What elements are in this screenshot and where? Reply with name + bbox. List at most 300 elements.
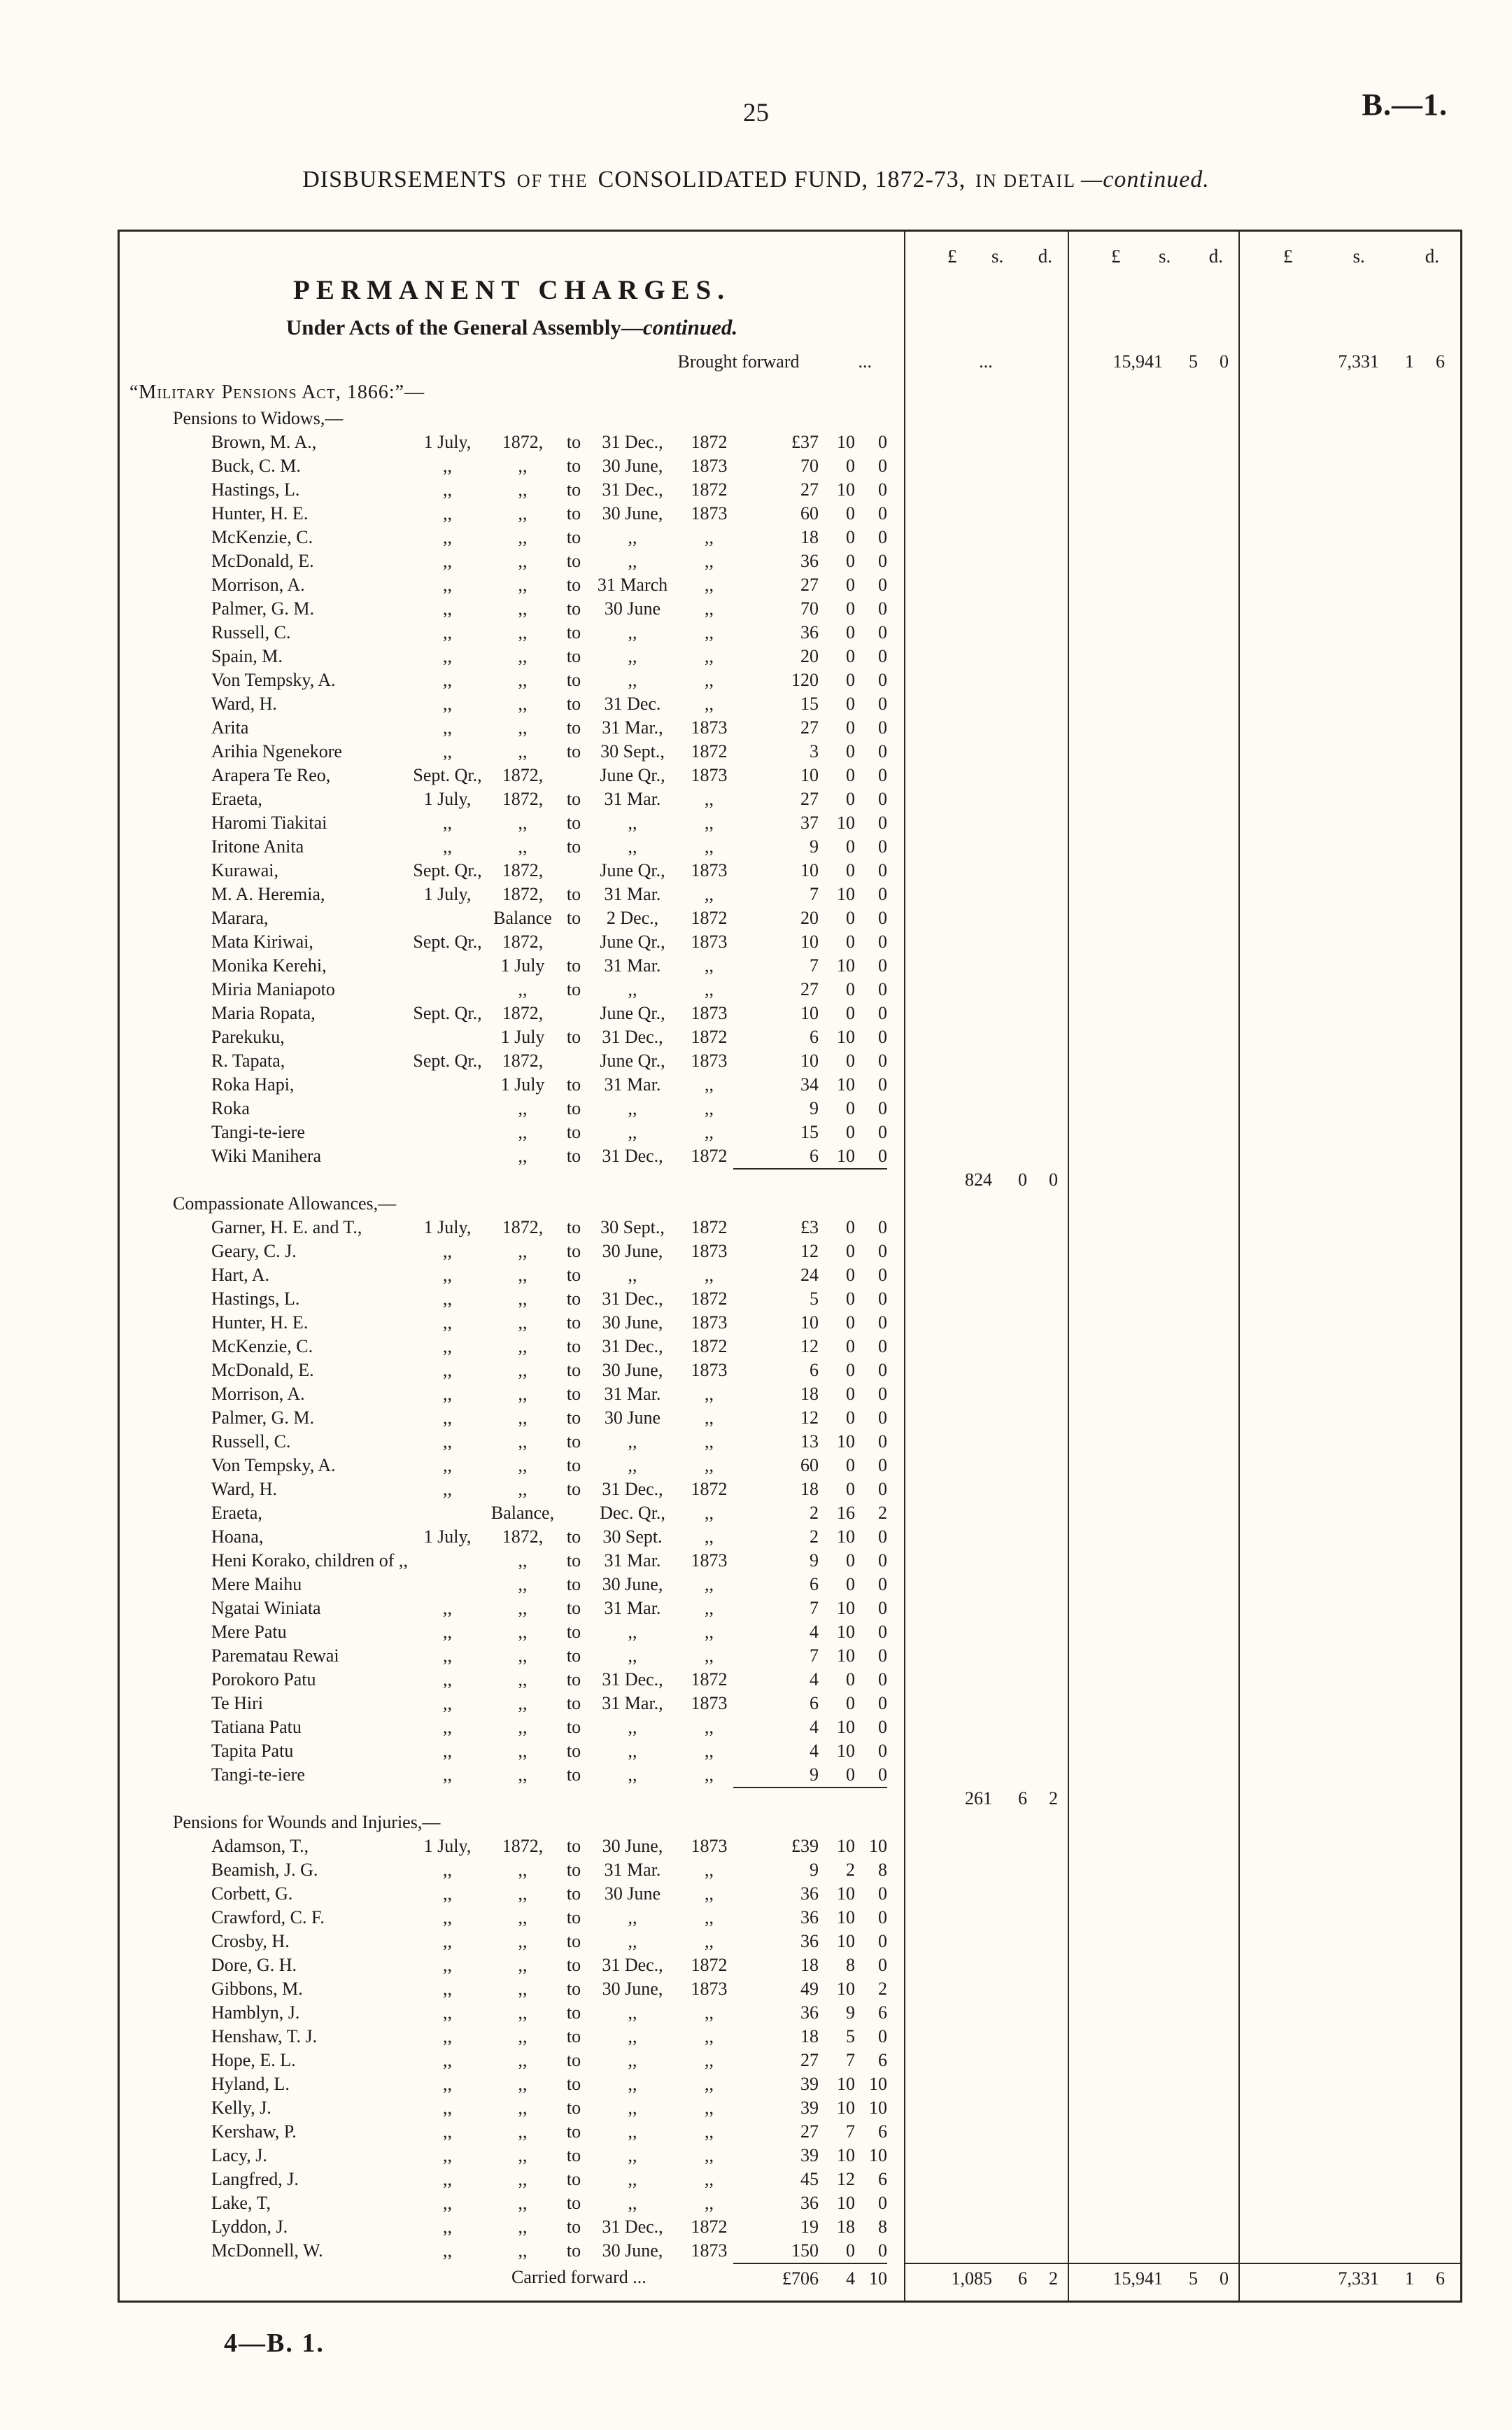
amount-shillings: 0 xyxy=(846,2240,855,2261)
period-part: ,, xyxy=(518,1407,528,1428)
pensioner-name: Tapita Patu xyxy=(211,1741,294,1761)
amount-shillings: 10 xyxy=(837,884,855,904)
amount-shillings: 10 xyxy=(837,1907,855,1927)
amount-pence: 2 xyxy=(1049,2268,1058,2289)
ledger-row xyxy=(120,1573,1460,1596)
amount-pence: 2 xyxy=(878,1979,887,1999)
pensioner-name: Langfred, J. xyxy=(211,2169,299,2189)
amount-group xyxy=(751,1454,887,1477)
amount-pounds: 39 xyxy=(800,2145,819,2165)
period-part: June Qr., xyxy=(600,1003,665,1023)
amount-pence: 0 xyxy=(878,598,887,619)
ledger-row xyxy=(120,1977,1460,2001)
ledger-row-main xyxy=(120,1049,904,1073)
period-part: 1872 xyxy=(691,908,728,928)
period-part: ,, xyxy=(518,1574,528,1594)
amount-pounds: 6 xyxy=(810,1146,819,1166)
ledger-row-main xyxy=(120,1549,904,1573)
period-part: to xyxy=(566,979,581,999)
period-part: to xyxy=(566,479,581,500)
period-part: ,, xyxy=(705,694,714,714)
ledger-row-main xyxy=(120,597,904,621)
money-column-1-header xyxy=(904,241,1068,271)
period-part: to xyxy=(566,1693,581,1713)
period-part: ,, xyxy=(443,813,452,833)
ledger-row xyxy=(120,2049,1460,2072)
ledger-row xyxy=(120,906,1460,930)
ledger-row-main xyxy=(120,549,904,573)
ledger-row-main xyxy=(120,502,904,526)
amount-pence: 0 xyxy=(878,694,887,714)
amount-pounds: 4 xyxy=(810,1717,819,1737)
period-part: ,, xyxy=(705,2050,714,2070)
period-part: 1 July, xyxy=(423,789,472,809)
pensioner-name: Eraeta, xyxy=(211,1503,262,1523)
amount-pounds: 7,331 xyxy=(1338,351,1379,372)
ledger-row-main xyxy=(120,859,904,883)
period-part: 1872 xyxy=(691,1288,728,1309)
pensioner-name: Ward, H. xyxy=(211,1479,277,1499)
period-part: ,, xyxy=(443,1479,452,1499)
amount-pence: 0 xyxy=(878,1312,887,1333)
pensioner-name: Kelly, J. xyxy=(211,2098,271,2118)
amount-pounds: 1,085 xyxy=(951,2268,992,2289)
period-part: ,, xyxy=(443,1693,452,1713)
period-part: 1873 xyxy=(691,1051,728,1071)
period-part: ,, xyxy=(628,2121,637,2142)
ledger-row-main xyxy=(120,2049,904,2072)
period-part: 1872 xyxy=(691,1336,728,1356)
ledger-row xyxy=(120,597,1460,621)
period-part: 30 June xyxy=(604,1407,661,1428)
amount-pence: 0 xyxy=(878,1265,887,1285)
pensioner-name: Tangi-te-iere xyxy=(211,1122,305,1142)
ledger-row-main xyxy=(120,2215,904,2239)
amount-pounds: 4 xyxy=(810,1669,819,1690)
period-part: to xyxy=(566,2240,581,2261)
period-part: 1873 xyxy=(691,717,728,738)
amount-shillings: 0 xyxy=(846,1764,855,1785)
period-part: ,, xyxy=(705,1526,714,1547)
period-part xyxy=(407,1097,488,1121)
amount-shillings: 0 xyxy=(846,1693,855,1713)
amount-shillings: 10 xyxy=(837,955,855,976)
period-part: 1872, xyxy=(502,1836,544,1856)
period-part: ,, xyxy=(518,1645,528,1666)
amount-group xyxy=(751,1073,887,1097)
document-reference: B.—1. xyxy=(1362,87,1448,122)
ledger-row xyxy=(120,1596,1460,1620)
period-part: ,, xyxy=(518,2169,528,2189)
period-part: ,, xyxy=(518,2026,528,2046)
section-label: Pensions to Widows,— xyxy=(173,408,344,428)
period-part: ,, xyxy=(705,1907,714,1927)
period-part: 31 Dec., xyxy=(602,2217,663,2237)
amount-pounds: 49 xyxy=(800,1979,819,1999)
period-part: 1873 xyxy=(691,2240,728,2261)
period-part: ,, xyxy=(443,2217,452,2237)
ledger-row xyxy=(120,1739,1460,1763)
amount-shillings: 10 xyxy=(837,1146,855,1166)
amount-shillings: 0 xyxy=(846,622,855,642)
pensioner-name: Hope, E. L. xyxy=(211,2050,296,2070)
period-part: to xyxy=(566,717,581,738)
period-part: 30 June, xyxy=(602,1241,663,1261)
ledger-row xyxy=(120,2239,1460,2263)
ledger-row-main xyxy=(120,1977,904,2001)
period-part: ,, xyxy=(518,717,528,738)
period-part: to xyxy=(566,1836,581,1856)
pensioner-name: Hunter, H. E. xyxy=(211,503,309,524)
amount-pounds: 18 xyxy=(800,1384,819,1404)
ledger-row-main xyxy=(120,2191,904,2215)
ledger-row xyxy=(120,1216,1460,1239)
period-part: ,, xyxy=(518,1241,528,1261)
period-part: to xyxy=(566,2050,581,2070)
period-part: ,, xyxy=(705,1883,714,1904)
ledger-row xyxy=(120,2215,1460,2239)
amount-shillings: 10 xyxy=(837,479,855,500)
amount-shillings: 0 xyxy=(846,908,855,928)
period-part: ,, xyxy=(705,1503,714,1523)
amount-shillings: 0 xyxy=(846,979,855,999)
period-part: ,, xyxy=(518,2193,528,2213)
amount-pounds: 7 xyxy=(810,1598,819,1618)
period-part: ,, xyxy=(705,1574,714,1594)
pensioner-name: Arita xyxy=(211,717,249,738)
period-part: to xyxy=(566,2193,581,2213)
ledger-row-main xyxy=(120,1025,904,1049)
section-header-main xyxy=(120,407,957,430)
amount-pence: 0 xyxy=(878,1955,887,1975)
period-part: ,, xyxy=(628,527,637,547)
pensioner-name: McDonnell, W. xyxy=(211,2240,323,2261)
brought-forward-col2 xyxy=(1068,345,1238,379)
ledger-row-main xyxy=(120,1430,904,1454)
amount-pounds: 10 xyxy=(800,860,819,880)
amount-pence: 2 xyxy=(878,1503,887,1523)
amount-shillings: 10 xyxy=(837,1645,855,1666)
ledger-row xyxy=(120,2096,1460,2120)
amount-pounds: 34 xyxy=(800,1074,819,1095)
amount-group xyxy=(751,811,887,835)
period-part: ,, xyxy=(443,741,452,761)
period-part: ,, xyxy=(705,1122,714,1142)
period-part: 1872, xyxy=(502,765,544,785)
ledger-row-main xyxy=(120,811,904,835)
amount-pence: 0 xyxy=(878,527,887,547)
amount-pounds: 27 xyxy=(800,2121,819,2142)
amount-shillings: 7 xyxy=(846,2050,855,2070)
amount-group xyxy=(751,1216,887,1239)
period-part xyxy=(407,1501,488,1525)
period-part: to xyxy=(566,1741,581,1761)
period-part: ,, xyxy=(518,2240,528,2261)
period-part: ,, xyxy=(628,836,637,857)
period-part: ,, xyxy=(705,1431,714,1452)
subtotal-row xyxy=(120,1168,1460,1192)
pensioner-name: Gibbons, M. xyxy=(211,1979,303,1999)
period-part: ,, xyxy=(443,2145,452,2165)
amount-group xyxy=(751,1906,887,1930)
amount-group xyxy=(751,2120,887,2144)
amount-pounds: 27 xyxy=(800,717,819,738)
ledger-row xyxy=(120,1239,1460,1263)
amount-group xyxy=(751,1930,887,1953)
period-part: 31 Dec., xyxy=(602,432,663,452)
ledger-row-main xyxy=(120,1382,904,1406)
period-part: 1872 xyxy=(691,1479,728,1499)
ledger-row-main xyxy=(120,1501,904,1525)
ledger-row xyxy=(120,883,1460,906)
ledger-row-main xyxy=(120,787,904,811)
pensioner-name: Hyland, L. xyxy=(211,2074,290,2094)
period-part: ,, xyxy=(518,741,528,761)
period-part: ,, xyxy=(443,2240,452,2261)
pensioner-name: Marara, xyxy=(211,908,269,928)
amount-pounds: 15 xyxy=(800,1122,819,1142)
amount-pence: 0 xyxy=(878,1074,887,1095)
period-part: ,, xyxy=(443,456,452,476)
period-part: 1873 xyxy=(691,456,728,476)
period-part: June Qr., xyxy=(600,860,665,880)
ledger-row-main xyxy=(120,978,904,1002)
amount-group xyxy=(751,1335,887,1358)
period-part: to xyxy=(566,575,581,595)
amount-pence: 0 xyxy=(878,979,887,999)
period-part: 31 Mar. xyxy=(604,1598,661,1618)
money-header-main xyxy=(120,241,904,271)
pensioner-name: Palmer, G. M. xyxy=(211,598,314,619)
amount-shillings: 10 xyxy=(837,1741,855,1761)
pensioner-name: Lyddon, J. xyxy=(211,2217,288,2237)
amount-group xyxy=(751,2239,887,2263)
section-header-row xyxy=(120,1811,1460,1834)
period-part: ,, xyxy=(628,1265,637,1285)
amount-shillings: 18 xyxy=(837,2217,855,2237)
period-part: ,, xyxy=(628,1645,637,1666)
amount-pounds: 7 xyxy=(810,1645,819,1666)
amount-group xyxy=(751,1668,887,1692)
amount-shillings: 1 xyxy=(1405,2268,1414,2289)
period-part: ,, xyxy=(518,694,528,714)
pensioner-name: McKenzie, C. xyxy=(211,527,313,547)
amount-pence: 8 xyxy=(878,2217,887,2237)
period-part: 1873 xyxy=(691,1360,728,1380)
ledger-row xyxy=(120,549,1460,573)
amount-pence: 10 xyxy=(869,1836,887,1856)
period-part: ,, xyxy=(443,1883,452,1904)
period-part: 1872, xyxy=(502,884,544,904)
amount-group xyxy=(751,478,887,502)
amount-shillings: 0 xyxy=(846,932,855,952)
period-part: ,, xyxy=(518,1907,528,1927)
amount-group xyxy=(751,883,887,906)
amount-shillings: 0 xyxy=(846,1455,855,1475)
ledger-row xyxy=(120,716,1460,740)
amount-pounds: 15 xyxy=(800,694,819,714)
ledger-row-main xyxy=(120,2001,904,2025)
period-part: ,, xyxy=(443,670,452,690)
amount-pounds: 18 xyxy=(800,1479,819,1499)
period-part: to xyxy=(566,1360,581,1380)
amount-pence: 0 xyxy=(878,1741,887,1761)
leader-dots: ... xyxy=(979,351,993,372)
period-part: Balance, xyxy=(490,1503,555,1523)
period-part: 30 June, xyxy=(602,456,663,476)
pensioner-name: Beamish, J. G. xyxy=(211,1860,318,1880)
pensioner-name: Monika Kerehi, xyxy=(211,955,327,976)
period-part: ,, xyxy=(518,1979,528,1999)
amount-pounds: 12 xyxy=(800,1336,819,1356)
amount-pence: 0 xyxy=(878,1027,887,1047)
amount-pence: 0 xyxy=(878,1407,887,1428)
period-part: ,, xyxy=(705,1860,714,1880)
period-part: to xyxy=(566,1931,581,1951)
amount-group xyxy=(751,1025,887,1049)
amount-pounds: 2 xyxy=(810,1503,819,1523)
page-title: PERMANENT CHARGES. xyxy=(293,275,730,305)
period-part: to xyxy=(566,1669,581,1690)
period-part: ,, xyxy=(628,1764,637,1785)
amount-pounds: 4 xyxy=(810,1741,819,1761)
pensioner-name: Russell, C. xyxy=(211,622,291,642)
amount-group xyxy=(751,430,887,454)
amount-pence: 0 xyxy=(878,1669,887,1690)
amount-group xyxy=(751,1144,887,1168)
period-part: 1872 xyxy=(691,1217,728,1237)
ledger-row xyxy=(120,1025,1460,1049)
ledger-row xyxy=(120,1097,1460,1121)
ledger-row xyxy=(120,1715,1460,1739)
amount-pence: 0 xyxy=(878,1883,887,1904)
amount-pence: 10 xyxy=(869,2145,887,2165)
ledger-row xyxy=(120,1311,1460,1335)
period-part: 1872 xyxy=(691,2217,728,2237)
period-part: 1872 xyxy=(691,1146,728,1166)
period-part xyxy=(558,1002,590,1025)
period-part: to xyxy=(566,813,581,833)
pensioner-name: Ngatai Winiata xyxy=(211,1598,321,1618)
period-part: ,, xyxy=(518,1360,528,1380)
amount-shillings: 10 xyxy=(837,1979,855,1999)
period-part: to xyxy=(566,1550,581,1571)
period-part: to xyxy=(566,1455,581,1475)
amount-pence: 0 xyxy=(878,456,887,476)
period-part xyxy=(407,1573,488,1596)
amount-group xyxy=(751,454,887,478)
period-part: Sept. Qr., xyxy=(413,1051,482,1071)
period-part: 1873 xyxy=(691,860,728,880)
amount-pence: 0 xyxy=(878,1360,887,1380)
amount-group xyxy=(751,1549,887,1573)
amount-pence: 0 xyxy=(878,1288,887,1309)
pensioner-name: Crosby, H. xyxy=(211,1931,290,1951)
ledger-row xyxy=(120,1406,1460,1430)
pound-sign: £ xyxy=(947,246,957,267)
period-part: ,, xyxy=(443,2193,452,2213)
section-header-row xyxy=(120,407,1460,430)
period-part: 1 July xyxy=(500,1074,545,1095)
period-part: June Qr., xyxy=(600,1051,665,1071)
ledger-row-main xyxy=(120,1358,904,1382)
period-part: ,, xyxy=(443,1336,452,1356)
amount-group xyxy=(751,1382,887,1406)
period-part: ,, xyxy=(518,1122,528,1142)
period-part: 1872 xyxy=(691,479,728,500)
ledger-row-main xyxy=(120,2025,904,2049)
ledger-row xyxy=(120,1287,1460,1311)
period-part: to xyxy=(566,432,581,452)
pensioner-name: Lake, T, xyxy=(211,2193,271,2213)
pensioner-name: Henshaw, T. J. xyxy=(211,2026,318,2046)
amount-pence: 0 xyxy=(878,1526,887,1547)
blank-cell xyxy=(855,1788,887,1811)
period-part: 1872, xyxy=(502,1217,544,1237)
period-part: ,, xyxy=(518,979,528,999)
period-part: ,, xyxy=(443,2121,452,2142)
period-part: ,, xyxy=(628,2169,637,2189)
section-title-row xyxy=(120,271,1460,310)
period-part xyxy=(407,1025,488,1049)
brought-forward-row xyxy=(120,345,1460,379)
period-part: ,, xyxy=(705,1741,714,1761)
amount-group xyxy=(751,573,887,597)
ledger-row-main xyxy=(120,740,904,764)
ledger-row-main xyxy=(120,1715,904,1739)
amount-pence: 10 xyxy=(869,2268,887,2289)
amount-group xyxy=(751,740,887,764)
amount-pence: 0 xyxy=(878,1598,887,1618)
amount-group xyxy=(751,1121,887,1144)
pensioner-name: Adamson, T., xyxy=(211,1836,309,1856)
ledger-row xyxy=(120,1763,1460,1787)
carried-forward-amount xyxy=(733,2263,887,2294)
period-part: ,, xyxy=(705,2145,714,2165)
ledger-row-main xyxy=(120,645,904,668)
amount-pence: 0 xyxy=(878,1051,887,1071)
amount-pounds: 9 xyxy=(810,1098,819,1118)
pensioner-name: Iritone Anita xyxy=(211,836,304,857)
pensioner-name: Dore, G. H. xyxy=(211,1955,297,1975)
pensioner-name: Haromi Tiakitai xyxy=(211,813,327,833)
period-part: ,, xyxy=(443,551,452,571)
period-part: ,, xyxy=(518,1265,528,1285)
amount-group xyxy=(751,2144,887,2168)
amount-group xyxy=(751,1644,887,1668)
amount-shillings: 0 xyxy=(846,765,855,785)
period-part: 1873 xyxy=(691,932,728,952)
amount-pounds: 4 xyxy=(810,1622,819,1642)
amount-group xyxy=(751,859,887,883)
ledger-row xyxy=(120,2168,1460,2191)
amount-pounds: 10 xyxy=(800,1312,819,1333)
ledger-row xyxy=(120,692,1460,716)
ledger-row-main xyxy=(120,835,904,859)
period-part: ,, xyxy=(443,1955,452,1975)
amount-pence: 0 xyxy=(1220,2268,1229,2289)
amount-group xyxy=(751,502,887,526)
ledger-row xyxy=(120,621,1460,645)
period-part: 1 July, xyxy=(423,432,472,452)
pensioner-name: Miria Maniapoto xyxy=(211,979,335,999)
period-part: 30 June xyxy=(604,598,661,619)
period-part: 1873 xyxy=(691,1241,728,1261)
period-part: ,, xyxy=(443,1979,452,1999)
amount-pounds: 19 xyxy=(800,2217,819,2237)
amount-shillings: 0 xyxy=(846,1122,855,1142)
amount-group xyxy=(751,597,887,621)
